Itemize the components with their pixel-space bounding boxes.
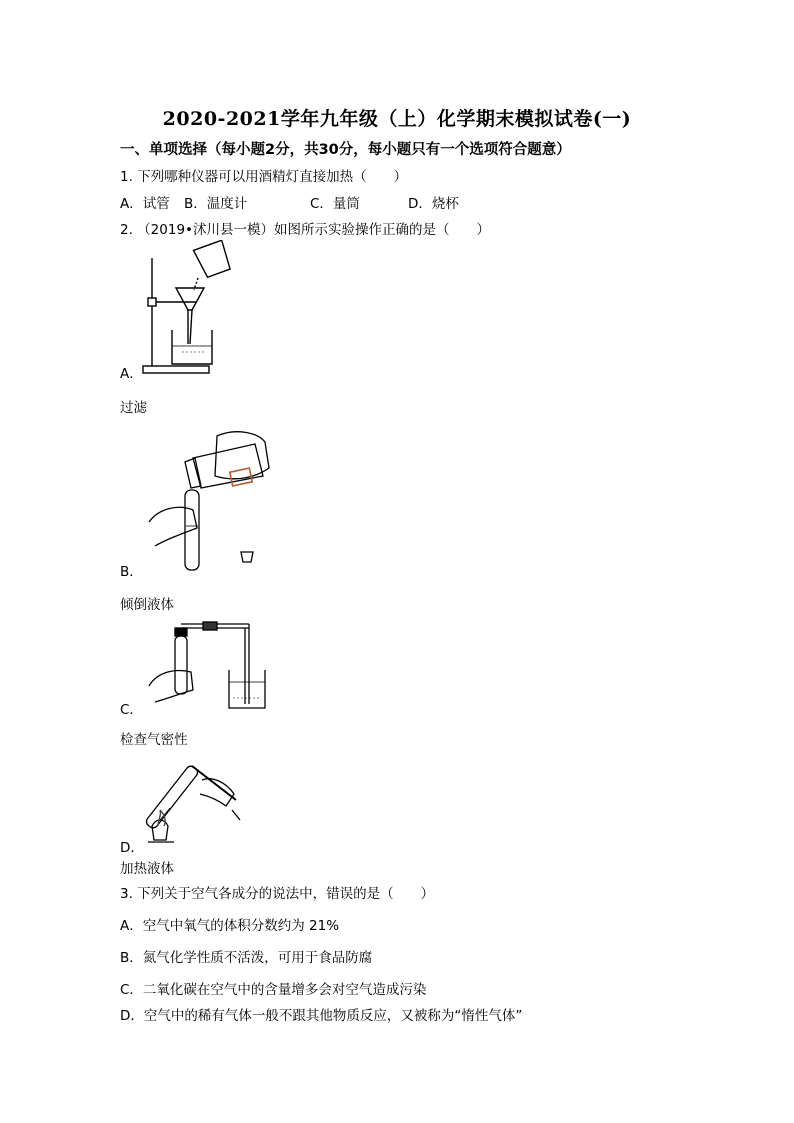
option-c: C．量筒 xyxy=(310,196,360,212)
filtration-apparatus-icon xyxy=(140,240,240,376)
section-heading: 一、单项选择（每小题2分，共30分，每小题只有一个选项符合题意） xyxy=(120,142,571,158)
heating-liquid-icon xyxy=(140,750,250,850)
option-d: D．烧杯 xyxy=(408,196,459,212)
question-3-option-a: A．空气中氧气的体积分数约为 21% xyxy=(120,918,340,934)
option-b-letter: B． xyxy=(120,564,143,580)
pouring-liquid-icon xyxy=(145,428,275,574)
option-b: B．温度计 xyxy=(184,196,248,212)
option-a-letter: A． xyxy=(120,366,143,382)
question-3-option-d: D．空气中的稀有气体一般不跟其他物质反应，又被称为“惰性气体” xyxy=(120,1008,523,1024)
question-1-options xyxy=(120,192,459,212)
option-a-caption: 过滤 xyxy=(120,400,147,416)
question-3-option-c: C．二氧化碳在空气中的含量增多会对空气造成污染 xyxy=(120,982,427,998)
question-3-stem: 3. 下列关于空气各成分的说法中，错误的是（ ） xyxy=(120,886,435,902)
page-title: 2020-2021学年九年级（上）化学期末模拟试卷(一) xyxy=(162,108,632,130)
option-c-caption: 检查气密性 xyxy=(120,732,188,748)
question-3-option-b: B．氮气化学性质不活泼，可用于食品防腐 xyxy=(120,950,373,966)
option-d-caption: 加热液体 xyxy=(120,861,174,877)
option-d-letter: D． xyxy=(120,840,144,856)
question-1-stem: 1. 下列哪种仪器可以用酒精灯直接加热（ ） xyxy=(120,169,408,185)
question-2-stem: 2. （2019•沭川县一模）如图所示实验操作正确的是（ ） xyxy=(120,222,490,238)
option-b-caption: 倾倒液体 xyxy=(120,597,174,613)
airtightness-check-icon xyxy=(145,620,270,712)
option-c-letter: C． xyxy=(120,702,143,718)
option-a: A．试管 xyxy=(120,196,170,212)
